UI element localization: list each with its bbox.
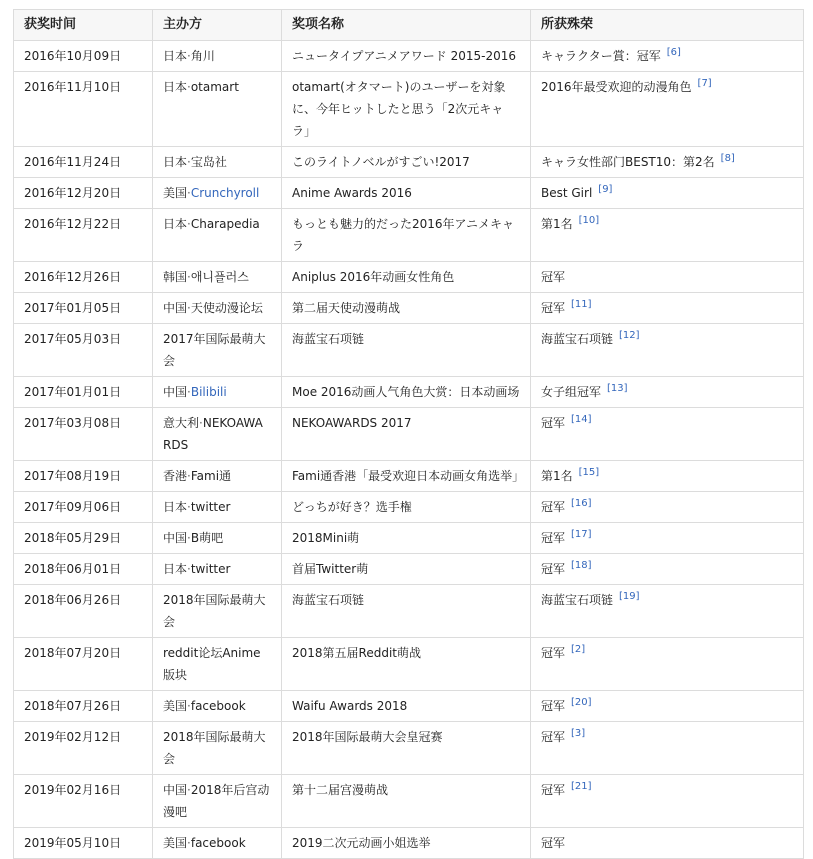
cell-award-name: Fami通香港「最受欢迎日本动画女角选举」 [282, 461, 531, 492]
organizer-country: 中国 [163, 783, 188, 797]
cell-award-name: もっとも魅力的だった2016年アニメキャラ [282, 209, 531, 262]
cell-date: 2016年12月26日 [14, 262, 153, 293]
cell-honor [531, 324, 804, 377]
cell-date: 2019年05月10日 [14, 828, 153, 859]
cell-organizer [153, 461, 282, 492]
cell-organizer [153, 828, 282, 859]
cell-organizer [153, 722, 282, 775]
cell-honor [531, 461, 804, 492]
cell-date: 2017年05月03日 [14, 324, 153, 377]
cell-honor [531, 523, 804, 554]
organizer-link[interactable]: Crunchyroll [190, 186, 260, 200]
organizer-name: 角川 [190, 49, 215, 63]
cell-date: 2016年10月09日 [14, 41, 153, 72]
cell-organizer [153, 262, 282, 293]
cell-date: 2016年11月24日 [14, 147, 153, 178]
cell-organizer [153, 585, 282, 638]
organizer-name: otamart [190, 80, 239, 94]
organizer-link[interactable]: Bilibili [190, 385, 227, 399]
honor-text: 第1名 [541, 217, 573, 231]
cell-organizer [153, 691, 282, 722]
table-row [14, 523, 804, 554]
table-row [14, 691, 804, 722]
citation-link[interactable]: [14] [571, 414, 592, 425]
table-row [14, 775, 804, 828]
citation-link[interactable]: [9] [598, 184, 613, 195]
table-body [14, 41, 804, 859]
table-row [14, 262, 804, 293]
cell-date: 2019年02月16日 [14, 775, 153, 828]
table-row [14, 722, 804, 775]
citation-link[interactable]: [20] [571, 697, 592, 708]
organizer-name: 2018年后宫动漫吧 [163, 783, 270, 819]
cell-honor [531, 828, 804, 859]
cell-organizer [153, 209, 282, 262]
cell-award-name: 第十二届宫漫萌战 [282, 775, 531, 828]
cell-organizer [153, 492, 282, 523]
cell-organizer [153, 523, 282, 554]
cell-honor [531, 492, 804, 523]
cell-date: 2017年01月05日 [14, 293, 153, 324]
cell-date: 2016年12月20日 [14, 178, 153, 209]
cell-organizer [153, 638, 282, 691]
cell-award-name: 2019二次元动画小姐选举 [282, 828, 531, 859]
organizer-name: 2017年国际最萌大会 [163, 332, 266, 368]
separator-dot: · [187, 783, 191, 797]
organizer-name: facebook [190, 699, 246, 713]
organizer-country: 日本 [163, 562, 188, 576]
cell-date: 2018年06月26日 [14, 585, 153, 638]
cell-date: 2018年07月26日 [14, 691, 153, 722]
cell-award-name: 海蓝宝石项链 [282, 324, 531, 377]
honor-text: 冠军 [541, 836, 566, 850]
table-row [14, 461, 804, 492]
cell-honor [531, 293, 804, 324]
table-row [14, 147, 804, 178]
organizer-name: B萌吧 [190, 531, 224, 545]
cell-date: 2017年09月06日 [14, 492, 153, 523]
table-row [14, 293, 804, 324]
cell-honor [531, 554, 804, 585]
honor-text: 冠军 [541, 646, 566, 660]
cell-award-name: 2018第五届Reddit萌战 [282, 638, 531, 691]
cell-honor [531, 585, 804, 638]
cell-honor [531, 262, 804, 293]
cell-date: 2016年12月22日 [14, 209, 153, 262]
organizer-country: 中国 [163, 385, 188, 399]
cell-award-name: NEKOAWARDS 2017 [282, 408, 531, 461]
header-honor: 所获殊荣 [531, 10, 804, 41]
cell-honor [531, 178, 804, 209]
organizer-country: 日本 [163, 217, 188, 231]
cell-organizer [153, 147, 282, 178]
organizer-country: 意大利 [163, 416, 200, 430]
organizer-name: 天使动漫论坛 [190, 301, 263, 315]
cell-organizer [153, 72, 282, 147]
awards-table-container [13, 9, 803, 859]
separator-dot: · [187, 385, 191, 399]
honor-text: 冠军 [541, 270, 566, 284]
citation-link[interactable]: [6] [666, 47, 681, 58]
organizer-name: 2018年国际最萌大会 [163, 593, 266, 629]
cell-award-name: どっちが好き？选手権 [282, 492, 531, 523]
organizer-country: 中国 [163, 301, 188, 315]
separator-dot: · [187, 699, 191, 713]
citation-link[interactable]: [10] [578, 215, 600, 226]
table-row [14, 585, 804, 638]
organizer-name: reddit论坛Anime版块 [163, 646, 261, 682]
cell-date: 2018年06月01日 [14, 554, 153, 585]
cell-honor [531, 691, 804, 722]
organizer-name: NEKOAWARDS [163, 416, 263, 452]
honor-text: 2016年最受欢迎的动漫角色 [541, 80, 692, 94]
header-award-name: 奖项名称 [282, 10, 531, 41]
citation-link[interactable]: [15] [578, 467, 600, 478]
honor-text: 冠军 [541, 783, 566, 797]
organizer-name: 宝岛社 [190, 155, 227, 169]
honor-text: 冠军 [541, 416, 566, 430]
table-row [14, 554, 804, 585]
cell-organizer [153, 554, 282, 585]
separator-dot: · [187, 217, 191, 231]
separator-dot: · [199, 416, 203, 430]
cell-date: 2019年02月12日 [14, 722, 153, 775]
organizer-country: 中国 [163, 531, 188, 545]
honor-text: 冠军 [541, 699, 566, 713]
cell-organizer [153, 178, 282, 209]
honor-text: キャラクター賞：冠军 [541, 49, 661, 63]
cell-date: 2017年01月01日 [14, 377, 153, 408]
honor-text: 冠军 [541, 730, 566, 744]
cell-honor [531, 377, 804, 408]
cell-date: 2018年07月20日 [14, 638, 153, 691]
citation-link[interactable]: [8] [720, 153, 735, 164]
table-row [14, 408, 804, 461]
awards-table [13, 9, 804, 859]
organizer-name: twitter [190, 562, 231, 576]
organizer-name: 2018年国际最萌大会 [163, 730, 266, 766]
citation-link[interactable]: [18] [571, 560, 592, 571]
cell-award-name: 海蓝宝石项链 [282, 585, 531, 638]
organizer-name: twitter [190, 500, 231, 514]
separator-dot: · [187, 836, 191, 850]
separator-dot: · [187, 49, 191, 63]
cell-organizer [153, 775, 282, 828]
cell-honor [531, 408, 804, 461]
citation-link[interactable]: [11] [571, 299, 592, 310]
cell-honor [531, 722, 804, 775]
separator-dot: · [187, 155, 191, 169]
organizer-name: 애니플러스 [190, 270, 249, 284]
citation-link[interactable]: [19] [619, 591, 640, 602]
cell-honor [531, 209, 804, 262]
table-row [14, 72, 804, 147]
honor-text: 冠军 [541, 531, 566, 545]
citation-link[interactable]: [21] [571, 781, 592, 792]
cell-honor [531, 638, 804, 691]
organizer-country: 美国 [163, 699, 188, 713]
cell-organizer [153, 408, 282, 461]
organizer-name: facebook [190, 836, 246, 850]
table-row [14, 638, 804, 691]
table-row [14, 324, 804, 377]
cell-award-name: otamart(オタマート)のユーザーを対象に、今年ヒットしたと思う「2次元キャラ」 [282, 72, 531, 147]
table-row [14, 828, 804, 859]
separator-dot: · [187, 301, 191, 315]
cell-award-name: Aniplus 2016年动画女性角色 [282, 262, 531, 293]
separator-dot: · [187, 469, 191, 483]
citation-link[interactable]: [7] [697, 78, 712, 89]
header-organizer: 主办方 [153, 10, 282, 41]
organizer-country: 香港 [163, 469, 188, 483]
table-row [14, 209, 804, 262]
cell-award-name: Waifu Awards 2018 [282, 691, 531, 722]
table-header-row [14, 10, 804, 41]
honor-text: 冠军 [541, 500, 566, 514]
organizer-country: 美国 [163, 836, 188, 850]
honor-text: Best Girl [541, 186, 593, 200]
honor-text: 海蓝宝石项链 [541, 332, 614, 346]
honor-text: 第1名 [541, 469, 573, 483]
citation-link[interactable]: [16] [571, 498, 592, 509]
honor-text: 冠军 [541, 562, 566, 576]
cell-organizer [153, 41, 282, 72]
cell-award-name: ニュータイプアニメアワード 2015-2016 [282, 41, 531, 72]
table-row [14, 178, 804, 209]
citation-link[interactable]: [13] [607, 383, 628, 394]
cell-date: 2016年11月10日 [14, 72, 153, 147]
citation-link[interactable]: [3] [571, 728, 586, 739]
cell-honor [531, 41, 804, 72]
honor-text: キャラ女性部门BEST10：第2名 [541, 155, 715, 169]
cell-organizer [153, 324, 282, 377]
cell-honor [531, 72, 804, 147]
table-row [14, 377, 804, 408]
cell-award-name: 第二届天使动漫萌战 [282, 293, 531, 324]
separator-dot: · [187, 500, 191, 514]
cell-award-name: 2018Mini萌 [282, 523, 531, 554]
citation-link[interactable]: [2] [571, 644, 586, 655]
organizer-country: 日本 [163, 49, 188, 63]
separator-dot: · [187, 270, 191, 284]
table-row [14, 492, 804, 523]
cell-honor [531, 147, 804, 178]
cell-award-name: Moe 2016动画人气角色大赏：日本动画场 [282, 377, 531, 408]
separator-dot: · [187, 80, 191, 94]
cell-award-name: このライトノベルがすごい!2017 [282, 147, 531, 178]
organizer-name: Charapedia [190, 217, 260, 231]
honor-text: 海蓝宝石项链 [541, 593, 614, 607]
cell-award-name: 2018年国际最萌大会皇冠赛 [282, 722, 531, 775]
separator-dot: · [187, 186, 191, 200]
cell-award-name: Anime Awards 2016 [282, 178, 531, 209]
citation-link[interactable]: [17] [571, 529, 592, 540]
cell-date: 2018年05月29日 [14, 523, 153, 554]
cell-organizer [153, 377, 282, 408]
cell-honor [531, 775, 804, 828]
separator-dot: · [187, 562, 191, 576]
honor-text: 女子组冠军 [541, 385, 602, 399]
organizer-country: 日本 [163, 500, 188, 514]
organizer-name: Fami通 [190, 469, 232, 483]
cell-date: 2017年03月08日 [14, 408, 153, 461]
organizer-country: 日本 [163, 80, 188, 94]
header-date: 获奖时间 [14, 10, 153, 41]
table-row [14, 41, 804, 72]
cell-date: 2017年08月19日 [14, 461, 153, 492]
organizer-country: 日本 [163, 155, 188, 169]
cell-award-name: 首届Twitter萌 [282, 554, 531, 585]
cell-organizer [153, 293, 282, 324]
citation-link[interactable]: [12] [619, 330, 640, 341]
separator-dot: · [187, 531, 191, 545]
honor-text: 冠军 [541, 301, 566, 315]
organizer-country: 美国 [163, 186, 188, 200]
organizer-country: 韩国 [163, 270, 188, 284]
